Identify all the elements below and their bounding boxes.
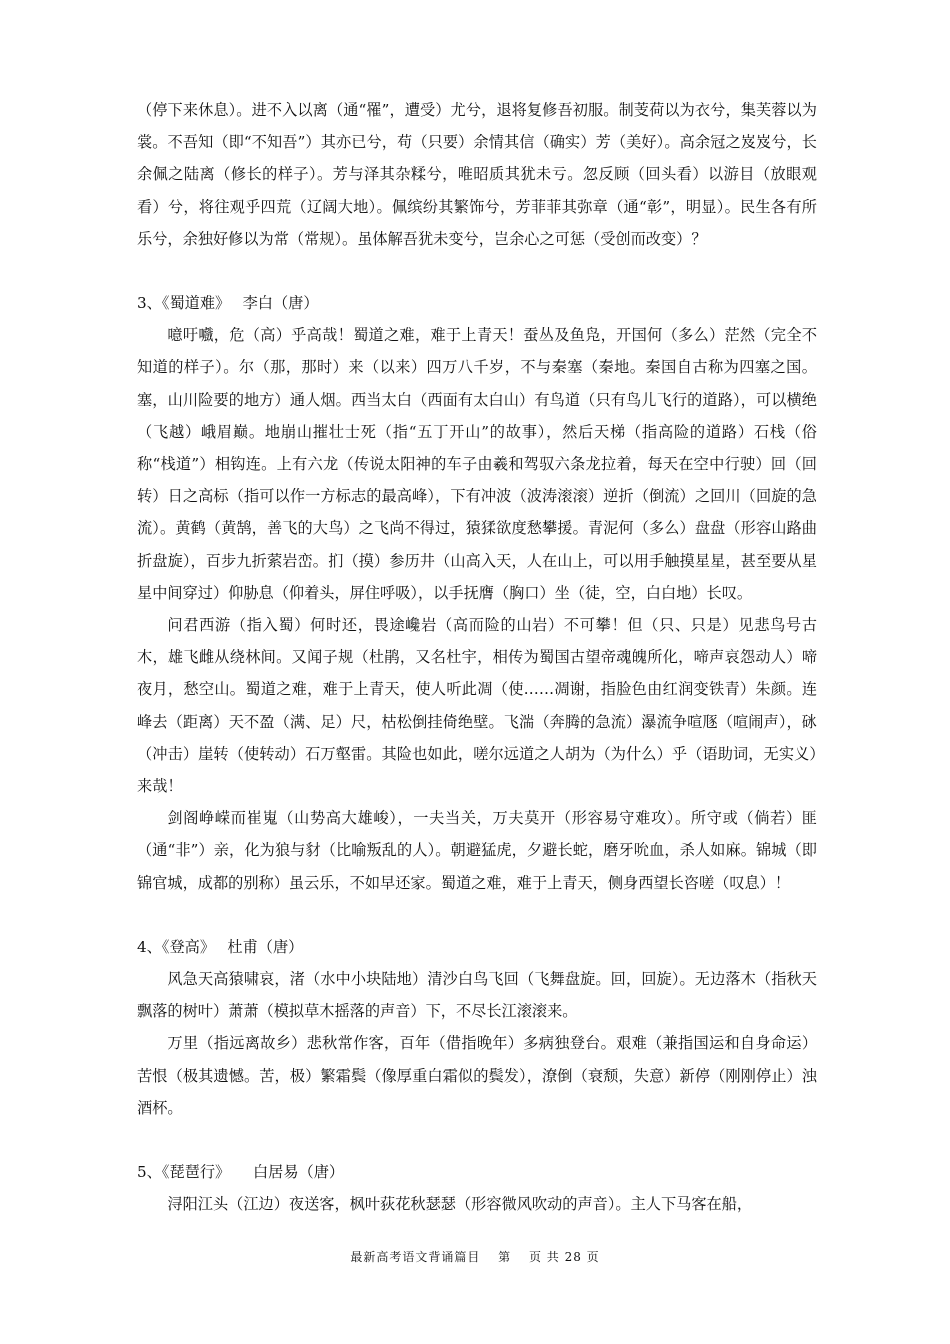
section3-paragraph-3: 剑阁峥嵘而崔嵬（山势高大雄峻），一夫当关，万夫莫开（形容易守难攻）。所守或（倘若）匪（通“非”）亲，化为狼与豺（比喻叛乱的人）。朝避猛虎，夕避长蛇，磨牙吮血，杀人如麻。锦城（即锦官城，成都的别称）虽云乐，不如早还家。蜀道之难，难于上青天，侧身西望长咨嗟（叹息）！ [137,809,817,892]
document-page [137,94,817,1221]
section3-paragraph-1: 噫吁嚱，危（高）乎高哉！蜀道之难，难于上青天！蚕丛及鱼凫，开国何（多么）茫然（完全不知道的样子）。尔（那，那时）来（以来）四万八千岁，不与秦塞（秦地。秦国自古称为四塞之国。塞，山川险要的地方）通人烟。西当太白（西面有太白山）有鸟道（只有鸟儿飞行的道路），可以横绝（飞越）峨眉巅。地崩山摧壮士死（指“五丁开山”的故事），然后天梯（指高险的道路）石栈（俗称“栈道”）相钩连。上有六龙（传说太阳神的车子由羲和驾驭六条龙拉着，每天在空中行驶）回（回转）日之高标（指可以作一方标志的最高峰），下有冲波（波涛滚滚）逆折（倒流）之回川（回旋的急流）。黄鹤（黄鹄，善飞的大鸟）之飞尚不得过，猿猱欲度愁攀援。青泥何（多么）盘盘（形容山路曲折盘旋），百步九折萦岩峦。扪（摸）参历井（山高入天，人在山上，可以用手触摸星星，甚至要从星星中间穿过）仰胁息（仰着头，屏住呼吸），以手抚膺（胸口）坐（徒，空，白白地）长叹。 [137,326,817,602]
page-footer: 最新高考语文背诵篇目 第 页 共 28 页 [350,1250,600,1264]
section4-paragraph-2: 万里（指远离故乡）悲秋常作客，百年（借指晚年）多病独登台。艰难（兼指国运和自身命运）苦恨（极其遗憾。苦，极）繁霜鬓（像厚重白霜似的鬓发），潦倒（衰颓，失意）新停（刚刚停止）浊酒杯。 [137,1034,817,1117]
section4-paragraph-1: 风急天高猿啸哀，渚（水中小块陆地）清沙白鸟飞回（飞舞盘旋。回，回旋）。无边落木（指秋天飘落的树叶）萧萧（模拟草木摇落的声音）下，不尽长江滚滚来。 [137,970,817,1021]
section4-heading: 4、《登高》 杜甫（唐） [137,937,304,956]
section3-heading: 3、《蜀道难》 李白（唐） [137,294,319,313]
section5-paragraph-1: 浔阳江头（江边）夜送客，枫叶荻花秋瑟瑟（形容微风吹动的声音）。主人下马客在船， [167,1195,753,1214]
section5-heading: 5、《琵琶行》 白居易（唐） [137,1163,345,1182]
section3-paragraph-2: 问君西游（指入蜀）何时还，畏途巉岩（高而险的山岩）不可攀！但（只、只是）见悲鸟号古木，雄飞雌从绕林间。又闻子规（杜鹃，又名杜宇，相传为蜀国古望帝魂魄所化，啼声哀怨动人）啼夜月，愁空山。蜀道之难，难于上青天，使人听此凋（使……凋谢，指脸色由红润变铁青）朱颜。连峰去（距离）天不盈（满、足）尺，枯松倒挂倚绝壁。飞湍（奔腾的急流）瀑流争喧豗（喧闹声），砯（冲击）崖转（使转动）石万壑雷。其险也如此，嗟尔远道之人胡为（为什么）乎（语助词，无实义）来哉！ [137,616,817,796]
section2-continuation: （停下来休息）。进不入以离（通“罹”，遭受）尤兮，退将复修吾初服。制芰荷以为衣兮，集芙蓉以为裳。不吾知（即“不知吾”）其亦已兮，苟（只要）余情其信（确实）芳（美好）。高余冠之岌岌兮，长余佩之陆离（修长的样子）。芳与泽其杂糅兮，唯昭质其犹未亏。忽反顾（回头看）以游目（放眼观看）兮，将往观乎四荒（辽阔大地）。佩缤纷其繁饰兮，芳菲菲其弥章（通“彰”，明显）。民生各有所乐兮，余独好修以为常（常规）。虽体解吾犹未变兮，岂余心之可惩（受创而改变）？ [137,101,817,248]
